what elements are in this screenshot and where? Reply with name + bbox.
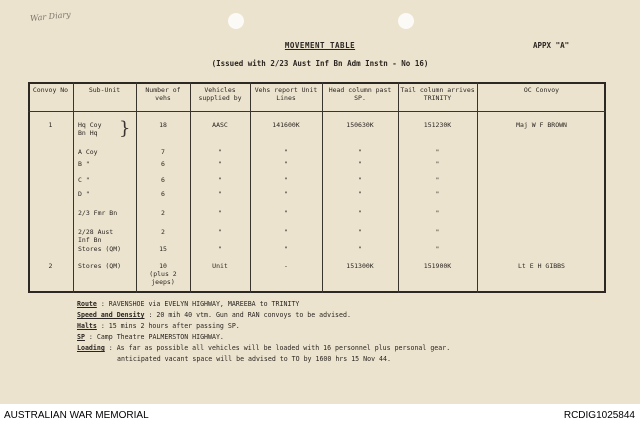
table-cell-subunit: Stores (QM)	[78, 245, 122, 253]
document-subtitle: (Issued with 2/23 Aust Inf Bn Adm Instn - No 16)	[211, 59, 429, 68]
table-header-cell: Head column past SP.	[328, 86, 392, 102]
note-text: : Camp Theatre PALMERSTON HIGHWAY.	[84, 333, 224, 341]
table-cell-supplied: Unit	[212, 262, 228, 270]
table-cell-report: 141600K	[272, 121, 300, 129]
table-cell-report: "	[284, 176, 288, 184]
table-cell-report: "	[284, 209, 288, 217]
table-cell-convoy: 2	[48, 262, 53, 270]
note-text: : As far as possible all vehicles will be loaded with 16 personnel plus personal gear.	[104, 344, 451, 352]
table-cell-report: "	[284, 160, 288, 168]
table-cell-head: 150630K	[346, 121, 374, 129]
table-cell-supplied: "	[218, 228, 222, 236]
note-label: SP	[77, 333, 85, 341]
table-cell-subunit: 2/3 Fmr Bn	[78, 209, 118, 217]
table-cell-tail: 151900K	[423, 262, 452, 270]
footer-id: RCDIG1025844	[563, 410, 635, 421]
table-cell-tail: "	[435, 245, 440, 253]
table-cell-tail: 151230K	[423, 121, 452, 129]
note-text: : 15 mins 2 hours after passing SP.	[96, 322, 240, 330]
table-header-cell: Number of vehs	[145, 86, 181, 102]
table-cell-vehs: 6	[161, 190, 165, 198]
table-header-divider	[28, 111, 606, 112]
table-header-cell: Vehicles supplied by	[198, 86, 242, 102]
table-cell-subunit: B "	[78, 160, 90, 168]
table-cell-vehs: 10 (plus 2 jeeps)	[149, 262, 177, 286]
table-cell-oc: Maj W F BROWN	[516, 121, 567, 129]
table-cell-subunit: C "	[78, 176, 90, 184]
table-cell-supplied: "	[218, 245, 222, 253]
note-label: Route	[77, 300, 97, 308]
table-header-cell: Vehs report Unit Lines	[254, 86, 318, 102]
note-line	[77, 299, 450, 310]
note-text: : 20 mih 40 vtm. Gun and RAN convoys to be advised.	[144, 311, 351, 319]
table-cell-subunit: 2/28 Aust Inf Bn	[78, 228, 114, 244]
table-cell-tail: "	[435, 228, 440, 236]
footer-credit: AUSTRALIAN WAR MEMORIAL	[4, 410, 149, 421]
table-cell-report: "	[284, 245, 288, 253]
table-header-cell: OC Convoy	[523, 86, 560, 94]
table-cell-supplied: AASC	[212, 121, 228, 129]
table-cell-supplied: "	[218, 190, 222, 198]
table-cell-head: "	[358, 190, 362, 198]
table-cell-head: 151300K	[346, 262, 374, 270]
table-cell-head: "	[358, 245, 362, 253]
table-cell-subunit: Hq Coy Bn Hq	[78, 121, 102, 137]
table-cell-subunit: Stores (QM)	[78, 262, 122, 270]
table-cell-report: "	[284, 228, 288, 236]
note-label: Speed and Density	[77, 311, 145, 319]
table-cell-report: "	[284, 148, 288, 156]
table-cell-supplied: "	[218, 148, 222, 156]
table-cell-supplied: "	[218, 209, 222, 217]
table-cell-tail: "	[435, 209, 440, 217]
table-cell-report: -	[284, 262, 288, 270]
appendix-label: APPX "A"	[533, 41, 570, 50]
table-header-cell: Sub-Unit	[88, 86, 121, 94]
note-text: anticipated vacant space will be advised to TO by 1600 hrs 15 Nov 44.	[117, 355, 391, 363]
table-cell-tail: "	[435, 160, 440, 168]
table-cell-vehs: 18	[159, 121, 167, 129]
table-cell-vehs: 2	[161, 209, 165, 217]
notes-section	[77, 299, 450, 365]
note-line	[77, 343, 450, 354]
table-cell-convoy: 1	[48, 121, 53, 129]
note-line	[77, 310, 450, 321]
table-cell-vehs: 15	[159, 245, 167, 253]
table-column-divider	[73, 82, 74, 293]
note-line	[77, 321, 450, 332]
note-label: Halts	[77, 322, 97, 330]
brace-glyph: }	[119, 118, 131, 139]
note-label: Loading	[77, 344, 105, 352]
table-cell-vehs: 2	[161, 228, 165, 236]
table-cell-vehs: 7	[161, 148, 165, 156]
table-cell-head: "	[358, 148, 362, 156]
note-line	[77, 354, 450, 365]
punch-hole	[228, 13, 244, 29]
table-cell-tail: "	[435, 176, 440, 184]
handwritten-annotation: War Diary	[29, 9, 72, 24]
table-cell-head: "	[358, 228, 362, 236]
table-header-cell: Tail column arrives TRINITY	[400, 86, 475, 102]
table-cell-tail: "	[435, 190, 440, 198]
table-cell-supplied: "	[218, 176, 222, 184]
punch-hole	[398, 13, 414, 29]
table-cell-oc: Lt E H GIBBS	[518, 262, 565, 270]
table-cell-tail: "	[435, 148, 440, 156]
table-cell-head: "	[358, 176, 362, 184]
table-cell-head: "	[358, 209, 362, 217]
note-text: : RAVENSHOE via EVELYN HIGHWAY, MAREEBA to TRINITY	[96, 300, 300, 308]
note-line	[77, 332, 450, 343]
table-header-cell: Convoy No	[32, 86, 69, 94]
table-cell-vehs: 6	[161, 160, 165, 168]
table-cell-subunit: A Coy	[78, 148, 98, 156]
document-title: MOVEMENT TABLE	[284, 41, 356, 50]
table-cell-report: "	[284, 190, 288, 198]
table-cell-head: "	[358, 160, 362, 168]
table-cell-supplied: "	[218, 160, 222, 168]
table-cell-subunit: D "	[78, 190, 90, 198]
table-cell-vehs: 6	[161, 176, 165, 184]
